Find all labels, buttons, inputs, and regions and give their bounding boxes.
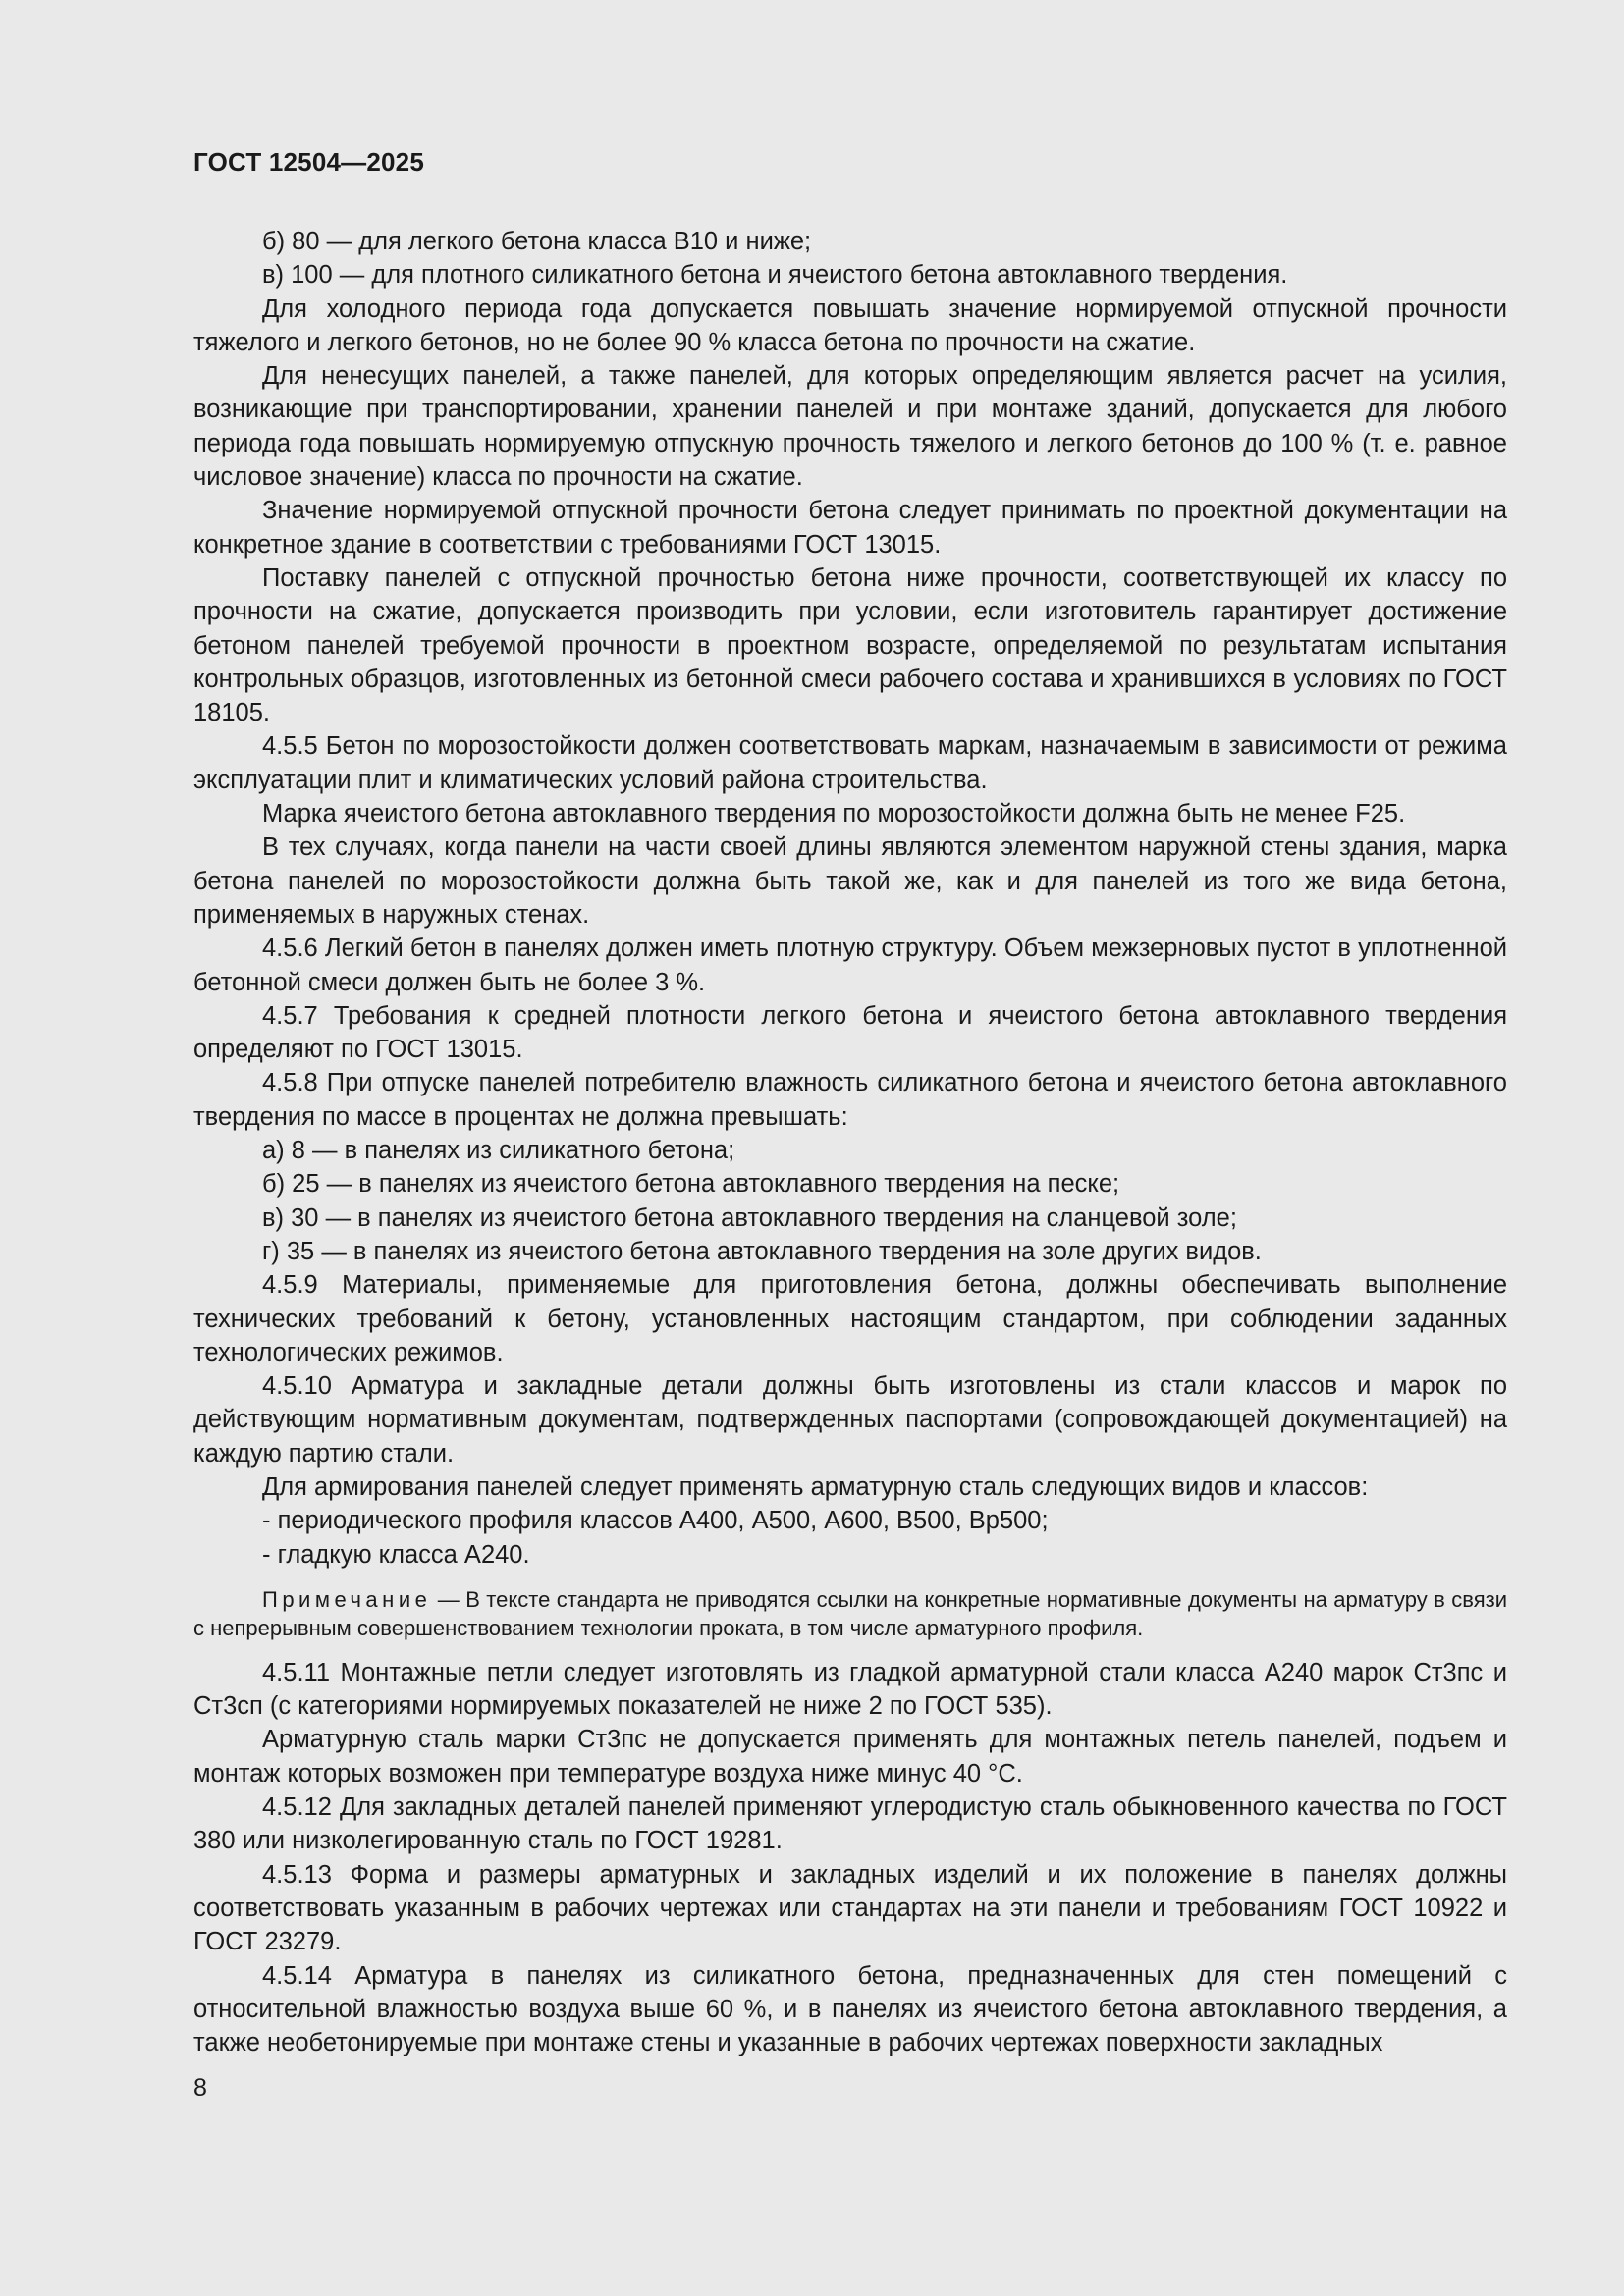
paragraph: б) 80 — для легкого бетона класса В10 и ниже; xyxy=(262,228,812,255)
clause-4-5-13: 4.5.13 Форма и размеры арматурных и закладных изделий и их положение в панелях должны соответствовать указанным в рабочих чертежах или стандартах на эти панели и требованиям ГОСТ 10922 и ГОСТ 23279. xyxy=(193,1860,1507,1956)
paragraph: Поставку панелей с отпускной прочностью бетона ниже прочности, соответствующей их классу по прочности на сжатие, допускается производить при условии, если изготовитель гарантирует достижение бетоном панелей требуемой прочности в проектном возрасте, определяемой по результатам испытания контрольных образцов, изготовленных из бетонной смеси рабочего состава и хранившихся в условиях по ГОСТ 18105. xyxy=(193,563,1507,727)
clause-4-5-12: 4.5.12 Для закладных деталей панелей применяют углеродистую сталь обыкновенного качества по ГОСТ 380 или низколегированную сталь по ГОСТ 19281. xyxy=(193,1793,1507,1855)
clause-4-5-14: 4.5.14 Арматура в панелях из силикатного бетона, предназначенных для стен помещений с относительной влажностью воздуха выше 60 %, и в панелях из ячеистого бетона автоклавного твердения, а также необетонируемые при монтаже стены и указанные в рабочих чертежах поверхности закладных xyxy=(193,1961,1507,2057)
paragraph: Для холодного периода года допускается повышать значение нормируемой отпускной прочности тяжелого и легкого бетонов, но не более 90 % класса бетона по прочности на сжатие. xyxy=(193,294,1507,356)
paragraph: Арматурную сталь марки Ст3пс не допускается применять для монтажных петель панелей, подъем и монтаж которых возможен при температуре воздуха ниже минус 40 °С. xyxy=(193,1726,1507,1788)
note-label: Примечание xyxy=(262,1586,432,1612)
list-item: г) 35 — в панелях из ячеистого бетона автоклавного твердения на золе других видов. xyxy=(262,1237,1262,1265)
list-item: - гладкую класса А240. xyxy=(262,1540,530,1569)
paragraph: Значение нормируемой отпускной прочности бетона следует принимать по проектной документации на конкретное здание в соответствии с требованиями ГОСТ 13015. xyxy=(193,497,1507,559)
note xyxy=(193,1585,1507,1642)
list-item: б) 25 — в панелях из ячеистого бетона автоклавного твердения на песке; xyxy=(262,1170,1120,1199)
list-item: а) 8 — в панелях из силикатного бетона; xyxy=(262,1137,735,1165)
document-header: ГОСТ 12504—2025 xyxy=(193,147,424,177)
clause-4-5-7: 4.5.7 Требования к средней плотности легкого бетона и ячеистого бетона автоклавного твердения определяют по ГОСТ 13015. xyxy=(193,1001,1507,1064)
paragraph: Для армирования панелей следует применять арматурную сталь следующих видов и классов: xyxy=(262,1472,1369,1501)
clause-4-5-5: 4.5.5 Бетон по морозостойкости должен соответствовать маркам, назначаемым в зависимости от режима эксплуатации плит и климатических условий района строительства. xyxy=(193,732,1507,794)
list-item: - периодического профиля классов А400, А500, А600, В500, Вр500; xyxy=(262,1507,1049,1535)
paragraph: В тех случаях, когда панели на части своей длины являются элементом наружной стены здания, марка бетона панелей по морозостойкости должна быть такой же, как и для панелей из того же вида бетона, применяемых в наружных стенах. xyxy=(193,833,1507,929)
clause-4-5-9: 4.5.9 Материалы, применяемые для приготовления бетона, должны обеспечивать выполнение технических требований к бетону, установленных настоящим стандартом, при соблюдении заданных технологических режимов. xyxy=(193,1271,1507,1366)
paragraph: Для ненесущих панелей, а также панелей, для которых определяющим является расчет на усилия, возникающие при транспортировании, хранении панелей и при монтаже зданий, допускается для любого периода года повышать нормируемую отпускную прочность тяжелого и легкого бетонов до 100 % (т. е. равное числовое значение) класса по прочности на сжатие. xyxy=(193,362,1507,492)
clause-4-5-11: 4.5.11 Монтажные петли следует изготовлять из гладкой арматурной стали класса А240 марок Ст3пс и Ст3сп (с категориями нормируемых показателей не ниже 2 по ГОСТ 535). xyxy=(193,1658,1507,1721)
paragraph: Марка ячеистого бетона автоклавного твердения по морозостойкости должна быть не менее F25. xyxy=(262,800,1406,828)
paragraph: в) 100 — для плотного силикатного бетона и ячеистого бетона автоклавного твердения. xyxy=(262,261,1288,290)
document-body xyxy=(193,225,1507,2059)
page-number: 8 xyxy=(193,2074,207,2102)
clause-4-5-8: 4.5.8 При отпуске панелей потребителю влажность силикатного бетона и ячеистого бетона автоклавного твердения по массе в процентах не должна превышать: xyxy=(193,1069,1507,1131)
note-text: — В тексте стандарта не приводятся ссылки на конкретные нормативные документы на арматуру в связи с непрерывным совершенствованием технологии проката, в том числе арматурного профиля. xyxy=(193,1586,1507,1640)
list-item: в) 30 — в панелях из ячеистого бетона автоклавного твердения на сланцевой золе; xyxy=(262,1203,1237,1232)
clause-4-5-10: 4.5.10 Арматура и закладные детали должны быть изготовлены из стали классов и марок по действующим нормативным документам, подтвержденных паспортами (сопровождающей документацией) на каждую партию стали. xyxy=(193,1372,1507,1468)
clause-4-5-6: 4.5.6 Легкий бетон в панелях должен иметь плотную структуру. Объем межзерновых пустот в уплотненной бетонной смеси должен быть не более 3 %. xyxy=(193,934,1507,996)
